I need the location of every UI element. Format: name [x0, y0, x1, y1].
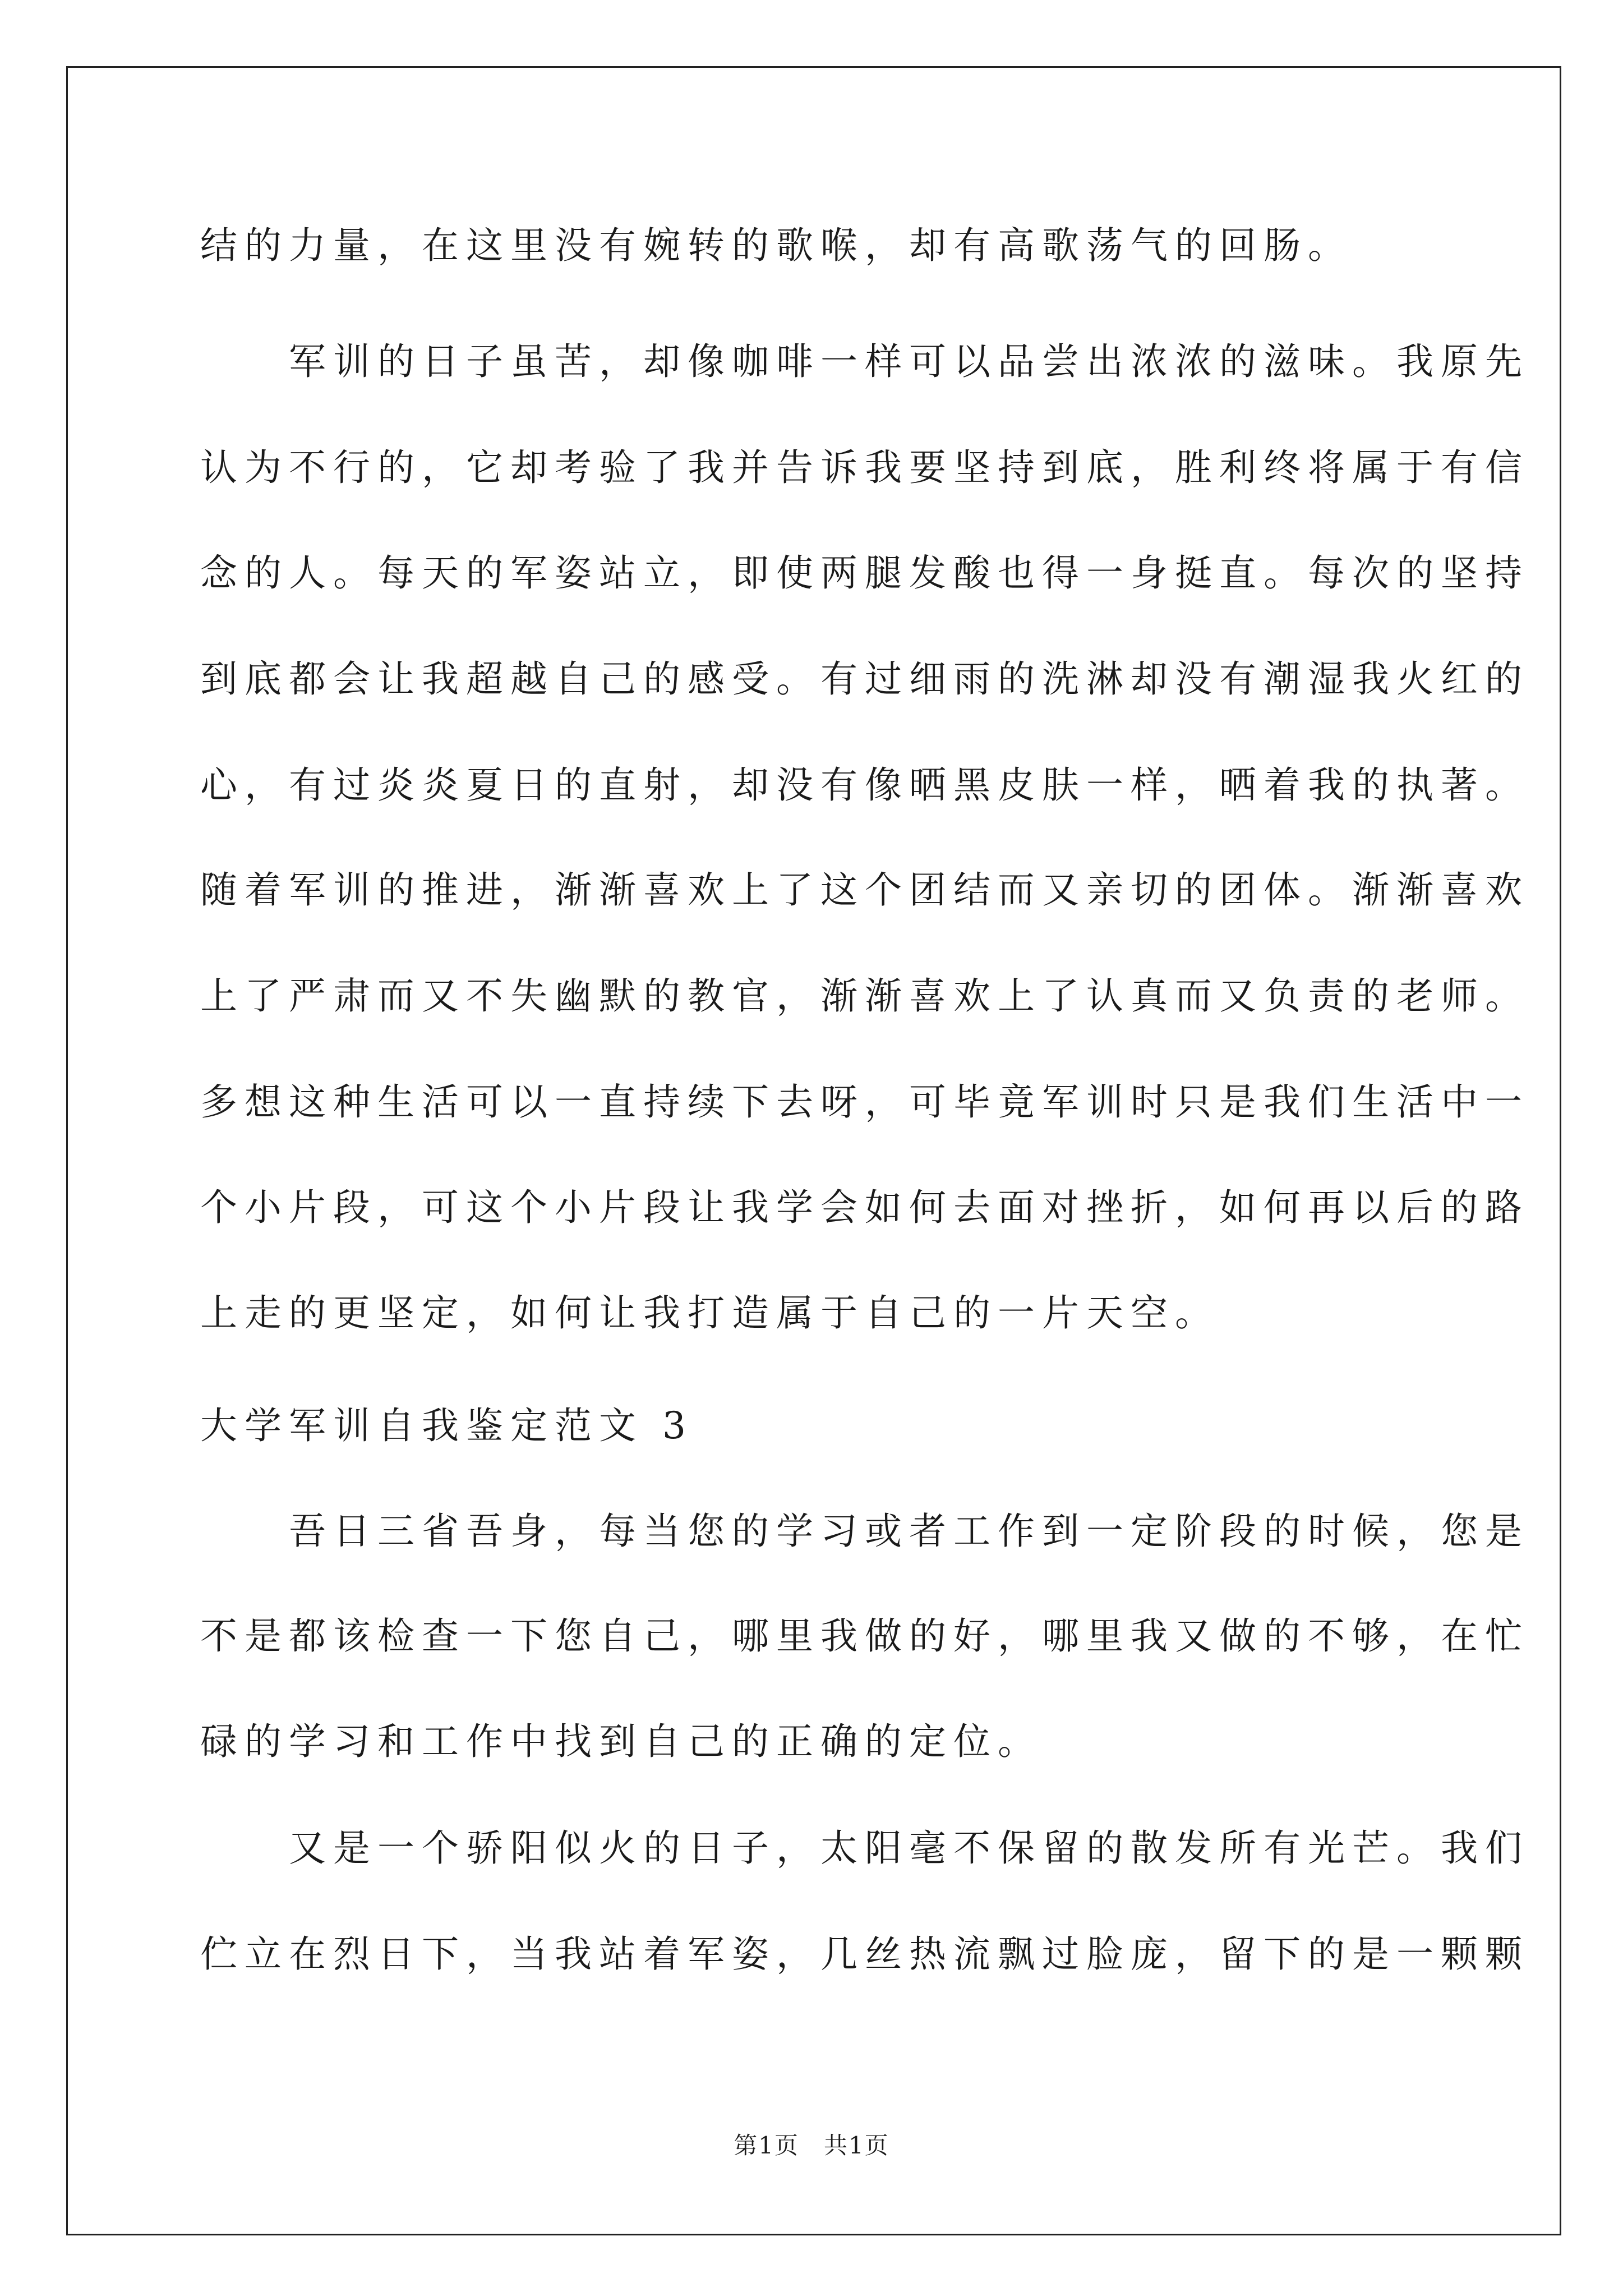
page-number-footer: 第1页 共1页 [734, 2132, 889, 2159]
text-line: 念的人。每天的军姿站立，即使两腿发酸也得一身挺直。每次的坚持 [200, 551, 1529, 595]
text-line: 军训的日子虽苦，却像咖啡一样可以品尝出浓浓的滋味。我原先 [200, 340, 1529, 383]
text-line: 心，有过炎炎夏日的直射，却没有像晒黑皮肤一样，晒着我的执著。 [200, 763, 1529, 807]
text-line: 到底都会让我超越自己的感受。有过细雨的洗淋却没有潮湿我火红的 [200, 657, 1529, 701]
text-line: 不是都该检查一下您自己，哪里我做的好，哪里我又做的不够，在忙 [200, 1614, 1529, 1658]
text-line: 认为不行的，它却考验了我并告诉我要坚持到底，胜利终将属于有信 [200, 446, 1529, 489]
text-line: 随着军训的推进，渐渐喜欢上了这个团结而又亲切的团体。渐渐喜欢 [200, 868, 1529, 912]
text-line: 结的力量，在这里没有婉转的歌喉，却有高歌荡气的回肠。 [200, 224, 1352, 267]
text-line: 吾日三省吾身，每当您的学习或者工作到一定阶段的时候，您是 [200, 1510, 1529, 1553]
text-line: 伫立在烈日下，当我站着军姿，几丝热流飘过脸庞，留下的是一颗颗 [200, 1932, 1529, 1976]
text-line: 多想这种生活可以一直持续下去呀，可毕竟军训时只是我们生活中一 [200, 1080, 1529, 1124]
text-line: 又是一个骄阳似火的日子，太阳毫不保留的散发所有光芒。我们 [200, 1826, 1529, 1870]
text-line: 上走的更坚定，如何让我打造属于自己的一片天空。 [200, 1291, 1219, 1335]
page-border [66, 66, 1561, 2235]
text-line: 上了严肃而又不失幽默的教官，渐渐喜欢上了认真而又负责的老师。 [200, 974, 1529, 1018]
section-heading: 大学军训自我鉴定范文 3 [200, 1404, 693, 1447]
text-line: 碌的学习和工作中找到自己的正确的定位。 [200, 1720, 1042, 1763]
text-line: 个小片段，可这个小片段让我学会如何去面对挫折，如何再以后的路 [200, 1186, 1529, 1229]
